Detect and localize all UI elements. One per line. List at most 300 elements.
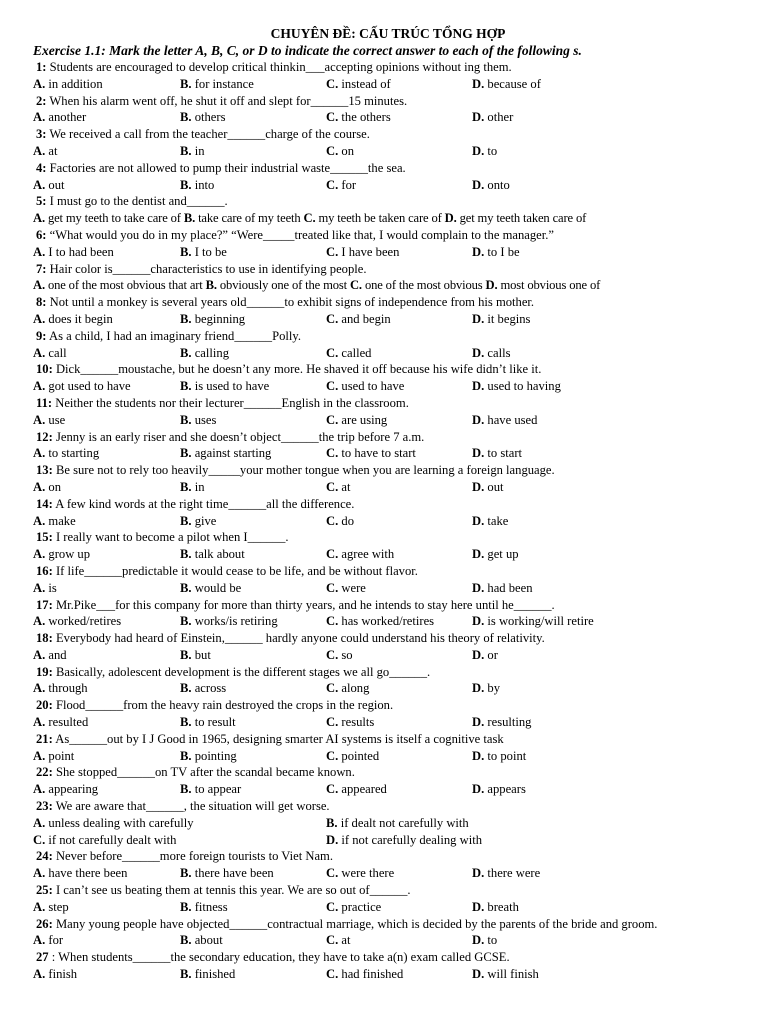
answer-options [33,109,743,126]
question-stem [33,193,743,210]
option-letter: B. [180,681,192,696]
answer-option-b[interactable] [180,865,326,882]
answer-option-c[interactable] [326,647,472,664]
answer-option-b[interactable] [180,899,326,916]
answer-options [33,244,743,261]
answer-option-c[interactable] [326,546,472,563]
answer-option-b[interactable] [180,580,326,597]
option-letter: C. [326,782,339,797]
answer-option-b[interactable] [180,479,326,496]
option-text: grow up [48,547,91,562]
worksheet-page [33,26,743,983]
answer-option-b[interactable] [180,966,326,983]
answer-option-b[interactable] [180,412,326,429]
answer-options [33,546,743,563]
option-letter: D. [472,748,485,763]
option-letter: B. [180,513,192,528]
answer-option-d[interactable] [472,445,522,462]
question-text: I really want to become a pilot when I______. [55,530,289,545]
option-text: take [487,513,509,528]
option-letter: D. [472,446,485,461]
answer-option-c[interactable] [326,311,472,328]
answer-options [33,513,743,530]
answer-option-b[interactable] [184,210,301,227]
question-number: 24: [36,849,53,864]
answer-option-b[interactable] [180,680,326,697]
option-text: used to having [487,379,561,394]
answer-option-a[interactable] [33,210,181,227]
option-text: to point [487,748,527,763]
option-text: talk about [194,547,245,562]
question-text: Hair color is______characteristics to use in identifying people. [49,261,367,276]
option-letter: B. [180,244,192,259]
option-text: to [487,933,498,948]
answer-options [33,714,743,731]
option-text: unless dealing with carefully [48,815,194,830]
question-text: Many young people have objected______contractual marriage, which is decided by the parents of the bride and groom. [55,916,658,931]
option-letter: C. [326,379,339,394]
question-stem [33,160,743,177]
option-letter: B. [183,211,196,226]
answer-option-b[interactable] [180,546,326,563]
option-letter: B. [180,580,192,595]
answer-option-b[interactable] [180,177,326,194]
option-letter: A. [33,933,46,948]
question-text: She stopped______on TV after the scandal became known. [55,765,355,780]
option-text: at [341,933,351,948]
question-stem [33,529,743,546]
question-number: 21: [36,731,53,746]
answer-option-c[interactable] [326,613,472,630]
answer-option-b[interactable] [180,781,326,798]
question-stem [33,59,743,76]
option-letter: A. [33,479,46,494]
option-letter: B. [180,311,192,326]
answer-option-c[interactable] [33,832,326,849]
option-letter: D. [326,832,339,847]
option-letter: D. [472,580,485,595]
option-text: at [48,143,58,158]
answer-option-c[interactable] [326,580,472,597]
answer-option-a[interactable] [33,445,180,462]
option-text: into [194,177,215,192]
option-text: to appear [194,782,242,797]
option-text: is working/will retire [487,614,594,629]
option-text: pointed [341,748,380,763]
option-text: my teeth be taken care of [318,211,442,226]
option-text: calling [194,345,229,360]
option-text: were there [341,866,395,881]
answer-option-a[interactable] [33,109,180,126]
question-stem [33,916,743,933]
option-text: others [194,110,226,125]
option-text: would be [194,580,242,595]
answer-options [33,76,743,93]
option-letter: D. [485,278,498,293]
option-letter: B. [180,345,192,360]
answer-option-b[interactable] [180,932,326,949]
option-text: across [194,681,227,696]
option-letter: C. [326,933,339,948]
option-text: by [487,681,500,696]
option-text: make [48,513,76,528]
option-letter: B. [180,866,192,881]
option-text: appearing [48,782,99,797]
answer-option-b[interactable] [206,277,347,294]
option-letter: B. [180,479,192,494]
answer-option-d[interactable] [472,378,561,395]
option-text: if not carefully dealing with [341,832,482,847]
answer-option-b[interactable] [180,748,326,765]
option-letter: A. [33,715,46,730]
question-text: Never before______more foreign tourists to Viet Nam. [55,849,334,864]
option-letter: B. [180,748,192,763]
answer-option-a[interactable] [33,76,180,93]
answer-options [33,613,743,630]
answer-option-d[interactable] [472,647,498,664]
answer-options [33,311,743,328]
question-stem [33,429,743,446]
answer-option-c[interactable] [326,244,472,261]
option-text: get my teeth to take care of [47,211,181,226]
answer-option-c[interactable] [326,714,472,731]
question-text: Basically, adolescent development is the different stages we all go______. [55,664,431,679]
option-letter: B. [180,647,192,662]
option-letter: A. [33,647,46,662]
answer-option-a[interactable] [33,277,203,294]
option-letter: B. [180,379,192,394]
answer-option-b[interactable] [180,76,326,93]
question-stem [33,126,743,143]
question-number: 12: [36,429,53,444]
option-letter: C. [326,412,339,427]
option-letter: B. [326,815,338,830]
option-letter: B. [180,614,192,629]
answer-option-a[interactable] [33,748,180,765]
answer-option-a[interactable] [33,865,180,882]
option-text: out [487,479,504,494]
option-text: there have been [194,866,274,881]
answer-option-d[interactable] [472,345,511,362]
answer-option-d[interactable] [472,714,531,731]
option-letter: C. [326,899,339,914]
option-text: had finished [341,967,404,982]
answer-option-a[interactable] [33,479,180,496]
option-text: if dealt not carefully with [340,815,469,830]
answer-options [33,680,743,697]
option-text: is [48,580,57,595]
answer-option-d[interactable] [445,210,586,227]
answer-option-d[interactable] [472,613,594,630]
answer-option-b[interactable] [180,378,326,395]
option-letter: C. [326,580,339,595]
question-number: 2: [36,93,47,108]
answer-option-a[interactable] [33,613,180,630]
exercise-instruction-text: : Mark the letter A, B, C, or D to indicate the correct answer to each of the following s. [101,43,582,58]
question-number: 1: [36,60,47,74]
answer-options [33,378,743,395]
option-letter: C. [326,479,339,494]
answer-option-c[interactable] [326,445,472,462]
answer-option-b[interactable] [180,513,326,530]
option-letter: B. [180,446,192,461]
option-text: results [341,715,375,730]
option-text: another [48,110,87,125]
option-text: in [194,479,205,494]
answer-option-d[interactable] [472,899,519,916]
option-letter: A. [33,446,46,461]
option-letter: B. [205,278,217,293]
answer-option-d[interactable] [472,546,519,563]
option-letter: A. [33,379,46,394]
answer-option-c[interactable] [326,865,472,882]
answer-options [33,143,743,160]
page-title: CHUYÊN ĐỀ: CẤU TRÚC TỔNG HỢP [270,26,506,41]
option-text: there were [487,866,541,881]
option-text: one of the most obvious [364,278,483,293]
option-text: obviously one of the most [219,278,347,293]
option-text: for [48,933,64,948]
answer-option-d[interactable] [472,412,537,429]
option-text: other [487,110,514,125]
answer-option-a[interactable] [33,580,180,597]
question-stem [33,764,743,781]
answer-option-d[interactable] [472,580,533,597]
option-text: to I be [487,244,520,259]
question-stem [33,597,743,614]
option-text: calls [487,345,511,360]
option-text: out [48,177,65,192]
question-stem [33,496,743,513]
answer-option-d[interactable] [472,865,540,882]
question-stem [33,697,743,714]
option-text: does it begin [48,311,113,326]
option-letter: D. [444,211,457,226]
option-letter: D. [472,479,485,494]
option-text: practice [341,899,382,914]
option-letter: D. [472,177,485,192]
answer-option-d[interactable] [472,479,504,496]
answer-option-a[interactable] [33,781,180,798]
option-letter: A. [33,815,46,830]
question-stem [33,563,743,580]
question-number: 11: [36,395,53,410]
answer-option-c[interactable] [304,210,442,227]
option-letter: D. [472,311,485,326]
question-text: Mr.Pike___for this company for more than thirty years, and he intends to stay here until he______. [55,597,555,612]
answer-option-c[interactable] [326,932,472,949]
option-text: finish [48,967,78,982]
option-letter: D. [472,967,485,982]
answer-option-c[interactable] [326,748,472,765]
option-text: I have been [341,244,400,259]
answer-option-c[interactable] [326,378,472,395]
option-letter: C. [326,681,339,696]
answer-options [33,932,743,949]
option-text: got used to have [48,379,131,394]
option-text: in [194,143,205,158]
answer-option-b[interactable] [326,815,619,832]
option-text: and [48,647,67,662]
option-text: through [48,681,88,696]
answer-option-c[interactable] [326,513,472,530]
option-text: fitness [194,899,228,914]
answer-option-d[interactable] [486,277,601,294]
answer-option-b[interactable] [180,714,326,731]
option-text: about [194,933,223,948]
option-letter: B. [180,933,192,948]
answer-option-c[interactable] [326,966,472,983]
question-stem [33,361,743,378]
answer-option-c[interactable] [326,899,472,916]
answer-option-a[interactable] [33,311,180,328]
option-letter: D. [472,412,485,427]
question-number: 19: [36,664,53,679]
answer-option-d[interactable] [472,244,520,261]
option-text: works/is retiring [194,614,278,629]
answer-option-d[interactable] [472,513,508,530]
option-letter: D. [472,681,485,696]
question-text: As______out by I J Good in 1965, designing smarter AI systems is itself a cognitive task [55,731,504,746]
question-stem [33,848,743,865]
option-text: point [48,748,75,763]
option-text: were [341,580,366,595]
answer-options [33,345,743,362]
question-number: 15: [36,530,53,545]
option-letter: C. [326,76,339,91]
question-stem [33,395,743,412]
exercise-instruction [33,42,743,59]
answer-option-b[interactable] [180,647,326,664]
answer-option-a[interactable] [33,966,180,983]
answer-option-a[interactable] [33,546,180,563]
answer-option-d[interactable] [472,781,526,798]
option-letter: C. [326,345,339,360]
answer-option-d[interactable] [472,76,541,93]
answer-option-a[interactable] [33,143,180,160]
answer-option-d[interactable] [472,932,497,949]
answer-options [33,899,743,916]
answer-options [33,865,743,882]
answer-option-a[interactable] [33,899,180,916]
option-text: for instance [194,76,254,91]
answer-option-c[interactable] [326,680,472,697]
option-letter: C. [326,143,339,158]
answer-options [33,277,743,294]
answer-option-a[interactable] [33,378,180,395]
answer-option-d[interactable] [472,143,497,160]
option-letter: C. [33,832,46,847]
option-letter: D. [472,614,485,629]
option-text: will finish [487,967,539,982]
option-letter: A. [33,177,46,192]
answer-option-c[interactable] [326,177,472,194]
answer-option-d[interactable] [472,177,510,194]
answer-option-a[interactable] [33,680,180,697]
option-letter: C. [326,446,339,461]
answer-option-c[interactable] [326,109,472,126]
answer-option-a[interactable] [33,412,180,429]
option-letter: D. [472,647,485,662]
question-number: 6: [36,227,47,242]
answer-option-b[interactable] [180,244,326,261]
question-stem [33,630,743,647]
answer-options [33,210,743,227]
question-number: 23: [36,799,53,814]
question-text: Not until a monkey is several years old______to exhibit signs of independence from his mother. [49,295,535,310]
answer-option-b[interactable] [180,311,326,328]
answer-option-c[interactable] [326,412,472,429]
answer-option-b[interactable] [180,109,326,126]
question-number: 27 [36,950,49,965]
question-stem [33,227,743,244]
question-number: 4: [36,160,47,175]
question-number: 14: [36,496,53,511]
answer-option-b[interactable] [180,345,326,362]
answer-option-d[interactable] [472,311,530,328]
answer-option-a[interactable] [33,244,180,261]
answer-option-d[interactable] [326,832,619,849]
question-text: Neither the students nor their lecturer______English in the classroom. [55,395,409,410]
option-letter: A. [33,278,45,293]
answer-option-c[interactable] [326,479,472,496]
option-letter: C. [326,244,339,259]
option-text: beginning [194,311,246,326]
answer-option-a[interactable] [33,513,180,530]
answer-option-a[interactable] [33,647,180,664]
answer-option-a[interactable] [33,815,326,832]
answer-option-c[interactable] [350,277,483,294]
answer-option-a[interactable] [33,932,180,949]
option-text: use [48,412,66,427]
answer-option-c[interactable] [326,781,472,798]
option-text: or [487,647,498,662]
option-text: worked/retires [48,614,122,629]
option-text: for [341,177,357,192]
option-letter: C. [326,715,339,730]
answer-option-c[interactable] [326,143,472,160]
answer-option-a[interactable] [33,345,180,362]
question-stem [33,93,743,110]
answer-option-b[interactable] [180,613,326,630]
question-stem [33,731,743,748]
option-letter: B. [180,412,192,427]
answer-option-a[interactable] [33,714,180,731]
answer-option-b[interactable] [180,445,326,462]
option-text: have used [487,412,538,427]
answer-options [33,479,743,496]
answer-option-d[interactable] [472,680,500,697]
option-text: on [48,479,61,494]
answer-option-d[interactable] [472,109,513,126]
option-letter: C. [326,614,339,629]
question-text: Jenny is an early riser and she doesn’t object______the trip before 7 a.m. [55,429,425,444]
answer-option-d[interactable] [472,966,539,983]
question-text: “What would you do in my place?” “Were_____treated like that, I would complain to the manager.” [49,227,554,242]
question-stem [33,328,743,345]
answer-option-d[interactable] [472,748,526,765]
option-letter: D. [472,110,485,125]
question-text: I must go to the dentist and______. [49,194,228,209]
answer-option-b[interactable] [180,143,326,160]
question-number: 20: [36,698,53,713]
option-letter: B. [180,143,192,158]
option-letter: D. [472,715,485,730]
answer-option-c[interactable] [326,76,472,93]
answer-option-a[interactable] [33,177,180,194]
option-text: are using [341,412,388,427]
answer-option-c[interactable] [326,345,472,362]
